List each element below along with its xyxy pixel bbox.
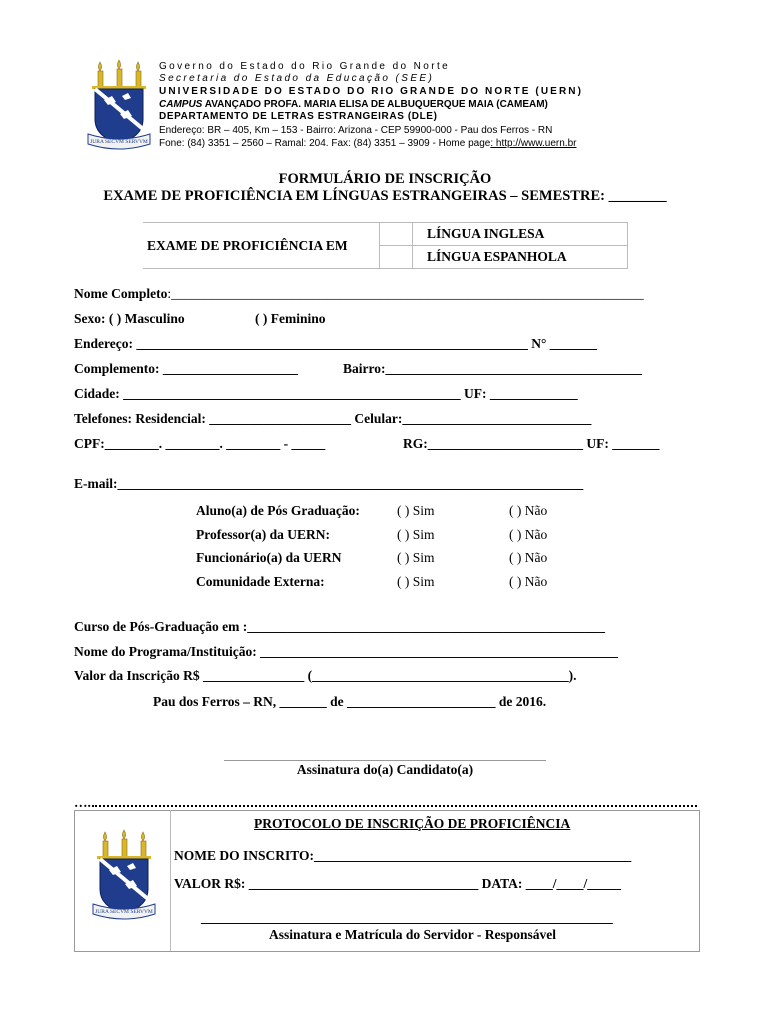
protocolo-nome-label: NOME DO INSCRITO: <box>174 848 315 863</box>
aluno-nao-option[interactable]: ( ) Não <box>509 503 548 518</box>
valor-inscricao-field[interactable]: Valor da Inscrição R$ _______________ (______________________________________). <box>74 668 577 683</box>
category-label-funcionario: Funcionário(a) da UERN <box>196 550 342 565</box>
comunidade-nao-option[interactable]: ( ) Não <box>509 574 548 589</box>
category-label-professor: Professor(a) da UERN: <box>196 527 330 542</box>
option-lingua-espanhola: LÍNGUA ESPANHOLA <box>413 246 628 269</box>
header-address: Endereço: BR – 405, Km – 153 - Bairro: Arizona - CEP 59900-000 - Pau dos Ferros - RN <box>159 125 553 136</box>
form-title: FORMULÁRIO DE INSCRIÇÃO <box>278 171 492 187</box>
homepage-link[interactable]: : http://www.uern.br <box>490 138 577 149</box>
programa-instituicao-field[interactable]: Nome do Programa/Instituição: _____________________________________________________ <box>74 644 618 659</box>
sexo-masculino-option[interactable]: Sexo: ( ) Masculino <box>74 311 185 326</box>
uern-crest-logo <box>86 58 152 154</box>
crest-motto: JURA SECVM SERVVM <box>90 139 148 145</box>
candidate-signature-label: Assinatura do(a) Candidato(a) <box>296 762 474 777</box>
cpf-field[interactable]: CPF:________. ________. ________ - _____ <box>74 436 326 451</box>
sexo-feminino-option[interactable]: ( ) Feminino <box>255 311 326 326</box>
nome-completo-field[interactable] <box>74 286 644 302</box>
protocolo-nome-field[interactable] <box>174 848 631 864</box>
complemento-field[interactable]: Complemento: ____________________ <box>74 361 298 376</box>
protocolo-valor-data-field[interactable]: VALOR R$: __________________________________ DATA: ____/____/_____ <box>174 876 622 891</box>
protocolo-nome-line: _______________________________________________ <box>314 848 632 863</box>
candidate-signature-line[interactable] <box>224 760 546 761</box>
cidade-field[interactable]: Cidade: __________________________________________________ UF: _____________ <box>74 386 578 401</box>
header-university: UNIVERSIDADE DO ESTADO DO RIO GRANDE DO NORTE (UERN) <box>159 86 584 97</box>
telefones-field[interactable]: Telefones: Residencial: _____________________ Celular:____________________________ <box>74 411 592 426</box>
header-government: Governo do Estado do Rio Grande do Norte <box>159 61 451 72</box>
protocolo-crest-motto: JURA SECVM SERVVM <box>95 909 153 915</box>
header-phone <box>159 138 576 150</box>
header-campus-italic: CAMPUS <box>159 99 203 110</box>
email-field[interactable]: E-mail:_____________________________________________________________________ <box>74 476 584 491</box>
option-lingua-inglesa: LÍNGUA INGLESA <box>413 223 628 246</box>
servidor-signature-line[interactable]: _____________________________________________________________ <box>201 910 613 925</box>
protocolo-title: PROTOCOLO DE INSCRIÇÃO DE PROFICIÊNCIA <box>254 816 571 831</box>
header-campus-rest: AVANÇADO PROFA. MARIA ELISA DE ALBUQUERQUE MAIA (CAMEAM) <box>202 99 548 110</box>
category-label-comunidade: Comunidade Externa: <box>196 574 325 589</box>
protocolo-divider <box>170 810 171 951</box>
bairro-field[interactable]: Bairro:______________________________________ <box>343 361 642 376</box>
exam-language-table <box>143 222 628 269</box>
nome-completo-label: Nome Completo <box>74 286 168 301</box>
header-department: DEPARTAMENTO DE LETRAS ESTRANGEIRAS (DLE) <box>159 111 438 122</box>
funcionario-sim-option[interactable]: ( ) Sim <box>397 550 435 565</box>
header-phone-text: Fone: (84) 3351 – 2560 – Ramal: 204. Fax: (84) 3351 – 3909 - Home page <box>159 138 491 149</box>
aluno-sim-option[interactable]: ( ) Sim <box>397 503 435 518</box>
nome-completo-line: :______________________________________________________________________ <box>167 286 644 301</box>
form-subtitle: EXAME DE PROFICIÊNCIA EM LÍNGUAS ESTRANGEIRAS – SEMESTRE: ________ <box>103 188 667 204</box>
professor-sim-option[interactable]: ( ) Sim <box>397 527 435 542</box>
checkbox-lingua-espanhola[interactable] <box>380 246 413 269</box>
endereco-field[interactable]: Endereço: __________________________________________________________ N° _______ <box>74 336 598 351</box>
category-label-aluno: Aluno(a) de Pós Graduação: <box>196 503 360 518</box>
curso-pos-graduacao-field[interactable]: Curso de Pós-Graduação em :_____________________________________________________ <box>74 619 605 634</box>
servidor-signature-label: Assinatura e Matrícula do Servidor - Responsável <box>269 927 556 942</box>
protocolo-crest-logo <box>90 828 158 924</box>
header-campus <box>159 99 548 111</box>
funcionario-nao-option[interactable]: ( ) Não <box>509 550 548 565</box>
exam-label-cell: EXAME DE PROFICIÊNCIA EM <box>143 223 380 269</box>
cut-dotted-line <box>92 805 697 807</box>
rg-field[interactable]: RG:_______________________ UF: _______ <box>403 436 660 451</box>
cut-mark: …. <box>74 795 91 810</box>
comunidade-sim-option[interactable]: ( ) Sim <box>397 574 435 589</box>
professor-nao-option[interactable]: ( ) Não <box>509 527 548 542</box>
header-secretaria: Secretaria do Estado da Educação (SEE) <box>159 73 435 84</box>
checkbox-lingua-inglesa[interactable] <box>380 223 413 246</box>
local-data-field[interactable]: Pau dos Ferros – RN, _______ de ______________________ de 2016. <box>153 694 547 709</box>
